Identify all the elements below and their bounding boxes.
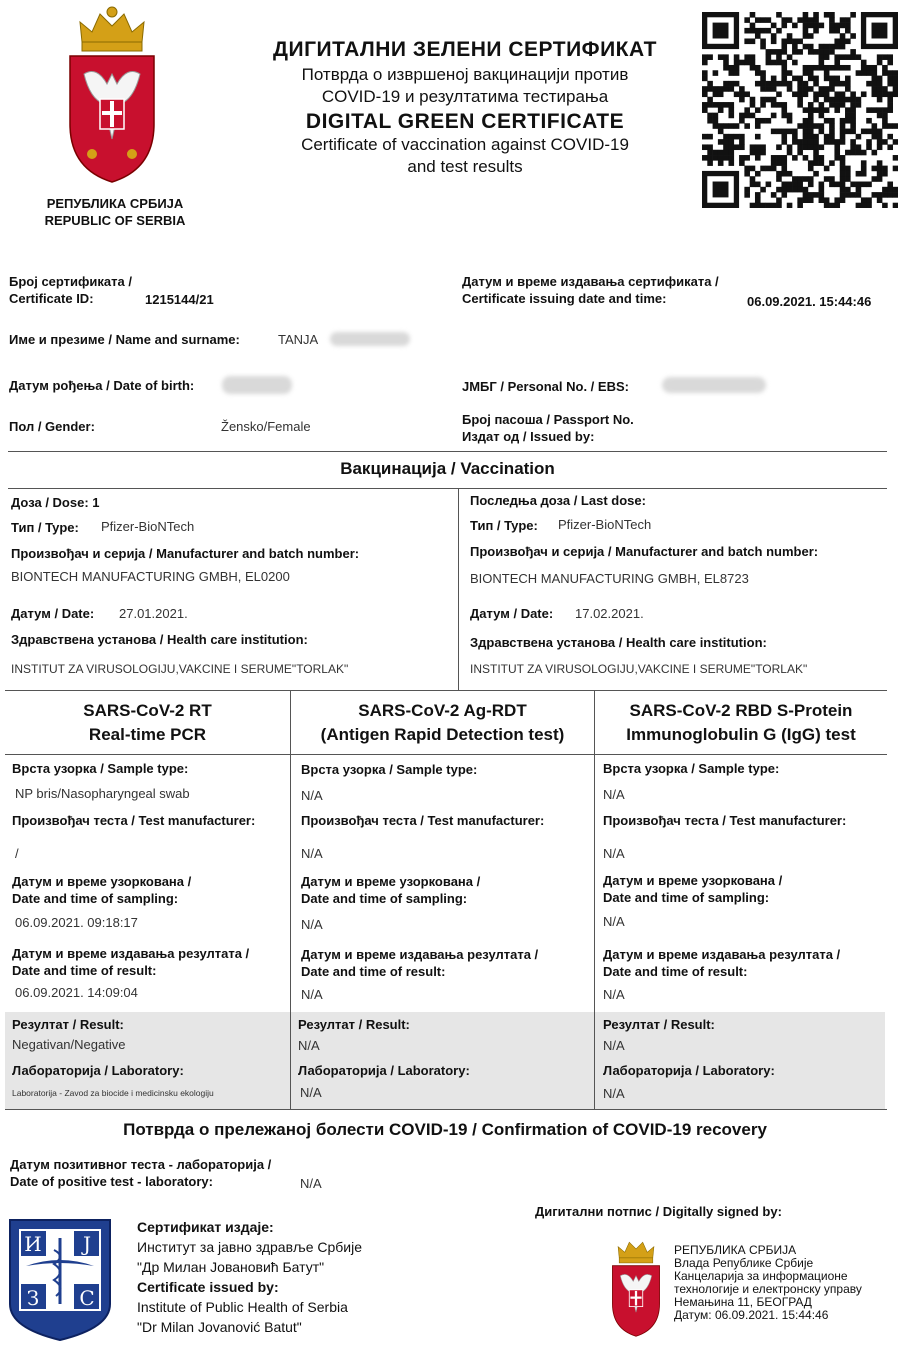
last-inst-label: Здравствена установа / Health care institution: bbox=[470, 635, 767, 650]
title-en: DIGITAL GREEN CERTIFICATE bbox=[305, 110, 625, 133]
qr-code bbox=[702, 12, 898, 208]
subtitle-cyr-2: COVID-19 и резултатима тестирања bbox=[321, 87, 609, 106]
subtitle-en-1: Certificate of vaccination against COVID-19 bbox=[301, 135, 629, 154]
dose1-inst-label: Здравствена установа / Health care institution: bbox=[11, 632, 308, 647]
issuer-en-1: Institute of Public Health of Serbia bbox=[137, 1299, 348, 1315]
test-antigen-lab-value: N/A bbox=[300, 1085, 322, 1100]
signature-coat-of-arms bbox=[608, 1232, 664, 1342]
test-igg-sampling-label: Датум и време узоркована / Date and time of sampling: bbox=[603, 873, 783, 905]
serbia-coat-of-arms bbox=[62, 4, 162, 184]
test-pcr-result-date-value: 06.09.2021. 14:09:04 bbox=[15, 985, 138, 1000]
gender-label: Пол / Gender: bbox=[9, 419, 95, 434]
last-type-value: Pfizer-BioNTech bbox=[558, 517, 652, 532]
issuer-cyr-2: "Др Милан Јовановић Батут" bbox=[137, 1259, 325, 1275]
test-igg-lab-value: N/A bbox=[603, 1086, 625, 1101]
last-date-value: 17.02.2021. bbox=[575, 606, 644, 621]
test-antigen-heading: SARS-CoV-2 Ag-RDT (Antigen Rapid Detection test) bbox=[320, 701, 565, 744]
name-redaction bbox=[330, 332, 410, 346]
last-dose-label: Последња доза / Last dose: bbox=[470, 493, 646, 508]
test-pcr-mfr-value: / bbox=[15, 846, 19, 861]
test-igg-heading: SARS-CoV-2 RBD S-Protein Immunoglobulin G (IgG) test bbox=[626, 701, 856, 744]
test-antigen-result-value: N/A bbox=[298, 1038, 320, 1053]
issuer-en-2: "Dr Milan Jovanović Batut" bbox=[137, 1319, 302, 1335]
dose1-inst-value: INSTITUT ZA VIRUSOLOGIJU,VAKCINE I SERUME"TORLAK" bbox=[11, 662, 349, 676]
name-label: Име и презиме / Name and surname: bbox=[9, 332, 240, 347]
test-igg-sample-label: Врста узорка / Sample type: bbox=[603, 761, 780, 776]
test-igg-result-date-label: Датум и време издавања резултата / Date and time of result: bbox=[603, 947, 841, 979]
signed-by-label: Дигитални потпис / Digitally signed by: bbox=[535, 1204, 782, 1219]
digital-signature-block: РЕПУБЛИКА СРБИЈА Влада Републике Србије Канцеларија за информационе технологије и електронску управу Немањина 11, БЕОГРАД Датум: 06.09.2021. 15:44:46 bbox=[674, 1243, 862, 1322]
country-name-cyr: РЕПУБЛИКА СРБИЈА bbox=[46, 196, 184, 211]
issuer-cyr-1: Институт за јавно здравље Србије bbox=[137, 1239, 363, 1255]
name-value: TANJA bbox=[278, 332, 319, 347]
last-mfr-label: Произвођач и серија / Manufacturer and batch number: bbox=[470, 544, 819, 559]
test-igg-sample-value: N/A bbox=[603, 787, 625, 802]
dose1-date-label: Датум / Date: bbox=[11, 606, 95, 621]
dose1-mfr-label: Произвођач и серија / Manufacturer and batch number: bbox=[11, 546, 360, 561]
issue-date-value: 06.09.2021. 15:44:46 bbox=[747, 294, 872, 309]
logo-letter: И bbox=[24, 1232, 42, 1256]
issue-date-label: Датум и време издавања сертификата / Certificate issuing date and time: bbox=[462, 274, 719, 306]
test-igg-result-date-value: N/A bbox=[603, 987, 625, 1002]
dob-label: Датум рођења / Date of birth: bbox=[9, 378, 195, 393]
subtitle-en-2: and test results bbox=[407, 157, 523, 176]
test-pcr-result-value: Negativan/Negative bbox=[12, 1037, 126, 1052]
dose1-label: Доза / Dose: 1 bbox=[11, 495, 100, 510]
test-antigen-mfr-label: Произвођач теста / Test manufacturer: bbox=[301, 813, 545, 828]
test-antigen-sampling-label: Датум и време узоркована / Date and time of sampling: bbox=[301, 874, 481, 906]
dose1-type-value: Pfizer-BioNTech bbox=[101, 519, 195, 534]
jmbg-label: ЈМБГ / Personal No. / EBS: bbox=[462, 379, 629, 394]
dose1-date-value: 27.01.2021. bbox=[119, 606, 188, 621]
dose1-type-label: Тип / Type: bbox=[11, 520, 79, 535]
cert-id-label: Број сертификата / Certificate ID: bbox=[9, 274, 132, 306]
cert-id-value: 1215144/21 bbox=[145, 292, 214, 307]
vaccination-heading: Вакцинација / Vaccination bbox=[340, 459, 555, 478]
logo-letter: Ј bbox=[82, 1232, 92, 1256]
test-pcr-result-date-label: Датум и време издавања резултата / Date and time of result: bbox=[12, 946, 250, 978]
test-pcr-lab-label: Лабораторија / Laboratory: bbox=[12, 1063, 184, 1078]
country-name-en: REPUBLIC OF SERBIA bbox=[44, 213, 186, 228]
test-pcr-result-label: Резултат / Result: bbox=[12, 1017, 124, 1032]
recovery-value: N/A bbox=[300, 1176, 322, 1191]
test-igg-result-label: Резултат / Result: bbox=[603, 1017, 715, 1032]
dob-redaction bbox=[222, 376, 292, 394]
passport-label: Број пасоша / Passport No. Издат од / Issued by: bbox=[462, 412, 634, 444]
recovery-heading: Потврда о прележаној болести COVID-19 / Confirmation of COVID-19 recovery bbox=[123, 1120, 767, 1139]
ipsh-logo bbox=[6, 1216, 114, 1342]
test-igg-mfr-label: Произвођач теста / Test manufacturer: bbox=[603, 813, 847, 828]
test-pcr-sampling-value: 06.09.2021. 09:18:17 bbox=[15, 915, 138, 930]
issuer-label-en: Certificate issued by: bbox=[137, 1279, 279, 1295]
test-igg-sampling-value: N/A bbox=[603, 914, 625, 929]
test-antigen-result-label: Резултат / Result: bbox=[298, 1017, 410, 1032]
recovery-label: Датум позитивног теста - лабораторија / Date of positive test - laboratory: bbox=[10, 1157, 272, 1189]
test-pcr-lab-value: Laboratorija - Zavod za biocide i medicinsku ekologiju bbox=[12, 1088, 214, 1098]
test-igg-result-value: N/A bbox=[603, 1038, 625, 1053]
test-pcr-heading: SARS-CoV-2 RT Real-time PCR bbox=[83, 701, 212, 744]
last-mfr-value: BIONTECH MANUFACTURING GMBH, EL8723 bbox=[470, 571, 749, 586]
logo-letter: С bbox=[79, 1286, 95, 1310]
test-antigen-sample-label: Врста узорка / Sample type: bbox=[301, 762, 478, 777]
title-cyr: ДИГИТАЛНИ ЗЕЛЕНИ СЕРТИФИКАТ bbox=[273, 38, 657, 61]
test-antigen-sampling-value: N/A bbox=[301, 917, 323, 932]
issuer-label-cyr: Сертификат издаје: bbox=[137, 1219, 274, 1235]
test-pcr-sampling-label: Датум и време узоркована / Date and time of sampling: bbox=[12, 874, 192, 906]
jmbg-redaction bbox=[662, 377, 766, 393]
logo-letter: З bbox=[26, 1286, 40, 1310]
test-pcr-sample-value: NP bris/Nasopharyngeal swab bbox=[15, 786, 190, 801]
test-antigen-lab-label: Лабораторија / Laboratory: bbox=[298, 1063, 470, 1078]
last-date-label: Датум / Date: bbox=[470, 606, 554, 621]
subtitle-cyr-1: Потврда о извршеној вакцинацији против bbox=[301, 65, 629, 84]
dose1-mfr-value: BIONTECH MANUFACTURING GMBH, EL0200 bbox=[11, 569, 290, 584]
test-antigen-sample-value: N/A bbox=[301, 788, 323, 803]
gender-value: Žensko/Female bbox=[221, 419, 311, 434]
test-antigen-result-date-value: N/A bbox=[301, 987, 323, 1002]
test-pcr-mfr-label: Произвођач теста / Test manufacturer: bbox=[12, 813, 256, 828]
test-igg-mfr-value: N/A bbox=[603, 846, 625, 861]
test-pcr-sample-label: Врста узорка / Sample type: bbox=[12, 761, 189, 776]
test-antigen-result-date-label: Датум и време издавања резултата / Date and time of result: bbox=[301, 947, 539, 979]
test-igg-lab-label: Лабораторија / Laboratory: bbox=[603, 1063, 775, 1078]
last-type-label: Тип / Type: bbox=[470, 518, 538, 533]
test-antigen-mfr-value: N/A bbox=[301, 846, 323, 861]
last-inst-value: INSTITUT ZA VIRUSOLOGIJU,VAKCINE I SERUME"TORLAK" bbox=[470, 662, 808, 676]
